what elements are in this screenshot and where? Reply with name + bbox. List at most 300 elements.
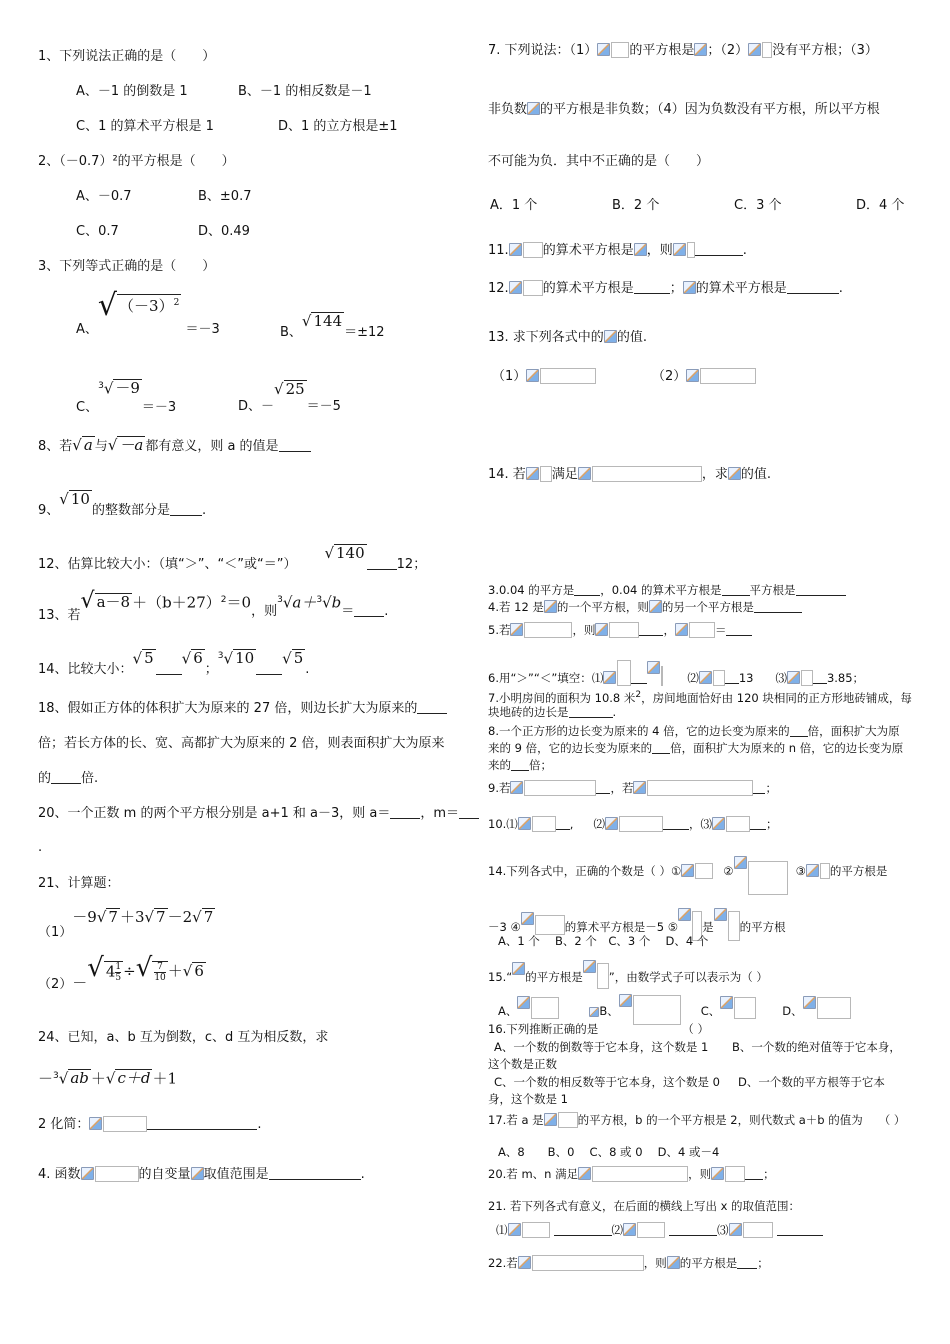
q1-option-a: A、－1 的倒数是 1 bbox=[76, 84, 188, 99]
q20-m: ，m＝ bbox=[420, 806, 460, 821]
r11-2: 的算术平方根是 bbox=[542, 243, 634, 258]
s7-line2: 块地砖的边长是 . bbox=[488, 705, 617, 719]
formula-image-icon bbox=[634, 243, 647, 256]
formula-image-icon bbox=[544, 600, 557, 613]
formula-image-icon bbox=[605, 817, 618, 830]
q14-blank-2[interactable] bbox=[256, 674, 282, 675]
s6-n1: ⑴ bbox=[591, 671, 604, 685]
formula-image-icon bbox=[526, 369, 539, 382]
q9-answer-blank[interactable] bbox=[170, 515, 202, 516]
s5 bbox=[488, 622, 752, 638]
s6-v3: 3.85； bbox=[826, 671, 865, 685]
q3c-label: C、 bbox=[76, 400, 99, 416]
formula-image-icon bbox=[510, 781, 523, 794]
q14-sep: ； bbox=[204, 662, 218, 678]
r12-4: 的算术平方根是 bbox=[695, 281, 787, 296]
formula-box bbox=[726, 816, 750, 832]
q20-blank-m[interactable] bbox=[459, 818, 479, 819]
formula-image-icon bbox=[512, 962, 525, 975]
s3-blank-1[interactable] bbox=[574, 595, 600, 596]
s16-option-a: A、一个数的倒数等于它本身，这个数是 1 bbox=[494, 1040, 709, 1054]
r13-1-label: （1） bbox=[492, 369, 527, 384]
q13: 13、若√ $a-8 +(b+27)^2=0$，则$^3$√a＋$^3$√b＝ . bbox=[38, 588, 389, 624]
q3d-label: D、－ bbox=[238, 399, 275, 414]
s8-line2 bbox=[488, 741, 903, 755]
q21-2-f2d: 10 bbox=[154, 972, 166, 983]
formula-box bbox=[817, 997, 851, 1019]
q14-blank-1[interactable] bbox=[156, 674, 182, 675]
s6-n2: ⑵ bbox=[687, 671, 699, 685]
formula-box bbox=[609, 622, 639, 638]
q13-mid: ＋（b＋27） bbox=[132, 593, 221, 612]
s17-2: 的平方根，b 的一个平方根是 2，则代数式 a＋b 的值为 bbox=[577, 1113, 863, 1127]
formula-box bbox=[535, 915, 565, 935]
formula-box bbox=[748, 861, 788, 895]
q18c: 的 bbox=[38, 771, 52, 786]
s8-1: 8.一个正方形的边长变为原来的 4 倍，它的边长变为原来的 bbox=[488, 724, 790, 738]
s20-blank[interactable] bbox=[745, 1179, 763, 1180]
q21-2-label: （2） bbox=[38, 977, 73, 992]
formula-image-icon bbox=[667, 1256, 680, 1269]
q24-stem: 24、已知，a、b 互为倒数，c、d 互为相反数，求 bbox=[38, 1030, 329, 1045]
s16-option-c: C、一个数的相反数等于它本身，这个数是 0 bbox=[494, 1075, 720, 1089]
q1-option-d: D、1 的立方根是±1 bbox=[278, 119, 398, 134]
q8-rad1: a bbox=[83, 436, 93, 454]
q2-simplify: 2 化简： . bbox=[38, 1117, 262, 1132]
formula-image-icon bbox=[191, 1167, 204, 1180]
r13-post: 的值. bbox=[616, 330, 647, 345]
r7b-1: 非负数 bbox=[488, 102, 528, 117]
q12-stem: 12、估算比较大小：（填“＞”、“＜”或“＝”） bbox=[38, 557, 297, 572]
q3-stem: 3、下列等式正确的是（ ） bbox=[38, 259, 216, 274]
s8-blank-3[interactable] bbox=[511, 770, 529, 771]
s22-3: 的平方根是 bbox=[679, 1256, 738, 1270]
formula-box bbox=[689, 622, 715, 638]
formula-image-icon bbox=[518, 1256, 531, 1269]
q21-2-plus: ＋ bbox=[167, 962, 183, 980]
formula-image-icon bbox=[734, 856, 747, 869]
formula-box bbox=[725, 1166, 745, 1182]
q3b-label: B、 bbox=[280, 325, 302, 340]
q12-answer-blank[interactable] bbox=[367, 569, 397, 570]
q8-post: 都有意义，则 a 的值是 bbox=[145, 439, 279, 454]
s9 bbox=[488, 780, 777, 796]
s8-line1 bbox=[488, 724, 900, 738]
q3a-result: ＝－3 bbox=[185, 322, 220, 337]
q12-radicand: 140 bbox=[336, 544, 365, 562]
s21-blank-1[interactable] bbox=[554, 1235, 612, 1236]
s8-line3 bbox=[488, 758, 552, 772]
s5-4: ＝ bbox=[714, 623, 727, 637]
formula-image-icon bbox=[526, 467, 539, 480]
s20 bbox=[488, 1166, 775, 1182]
q21-2-div: ÷ bbox=[123, 962, 136, 980]
q8-pre: 8、若 bbox=[38, 439, 73, 454]
q21-1-r3: 7 bbox=[203, 908, 214, 926]
q9-radicand: 10 bbox=[70, 490, 90, 508]
q4-blank[interactable] bbox=[269, 1179, 361, 1180]
formula-image-icon bbox=[578, 1167, 591, 1180]
formula-image-icon bbox=[806, 864, 819, 877]
q24-ab: ab bbox=[70, 1069, 89, 1088]
r13-2 bbox=[652, 368, 756, 385]
formula-image-icon bbox=[699, 671, 712, 684]
formula-image-icon bbox=[711, 1167, 724, 1180]
q2-option-d: D、0.49 bbox=[198, 224, 250, 239]
s22-4: ； bbox=[757, 1256, 769, 1270]
s21-blank-3[interactable] bbox=[777, 1235, 823, 1236]
q21-2-int: 4 bbox=[105, 962, 116, 980]
formula-box bbox=[95, 1166, 139, 1182]
s7-blank[interactable] bbox=[569, 717, 613, 718]
s22 bbox=[488, 1255, 769, 1271]
s15 bbox=[488, 960, 768, 989]
s21-blank-2[interactable] bbox=[669, 1235, 717, 1236]
s10: 10.⑴ , ⑵ ，⑶ ； bbox=[488, 817, 778, 831]
formula-image-icon bbox=[623, 1223, 636, 1236]
q13-pre: 13、若 bbox=[38, 608, 81, 624]
q1-option-b: B、－1 的相反数是－1 bbox=[238, 84, 372, 99]
formula-image-icon bbox=[712, 817, 725, 830]
q18-blank-1[interactable] bbox=[417, 713, 447, 714]
s16-1: 16.下列推断正确的是 bbox=[488, 1022, 599, 1036]
r14-2: 满足 bbox=[551, 467, 578, 482]
formula-box bbox=[695, 863, 713, 879]
s5-3: ， bbox=[663, 623, 675, 637]
q1-option-c: C、1 的算术平方根是 1 bbox=[76, 119, 214, 134]
q14-rad1: 5 bbox=[144, 649, 154, 668]
r14-1: 14. 若 bbox=[488, 467, 526, 482]
s8-blank-2[interactable] bbox=[652, 753, 670, 754]
s8-2: 倍，面积扩大为原 bbox=[807, 724, 900, 738]
s14-4: 的平方根是 bbox=[829, 864, 888, 878]
s16-option-d2: 身，这个数是 1 bbox=[488, 1092, 568, 1106]
s6-n3: ⑶ bbox=[775, 671, 787, 685]
q8-mid: 与 bbox=[94, 439, 108, 454]
s15-b: B、 bbox=[599, 1004, 619, 1018]
formula-box bbox=[637, 1222, 665, 1238]
formula-image-icon bbox=[578, 467, 591, 480]
formula-box bbox=[661, 666, 663, 686]
formula-image-icon bbox=[595, 623, 608, 636]
r14-3: ，求 bbox=[701, 467, 728, 482]
formula-box bbox=[540, 466, 552, 482]
formula-box bbox=[532, 816, 556, 832]
formula-image-icon bbox=[597, 43, 610, 56]
r7-line3: 不可能为负．其中不正确的是（ ） bbox=[488, 154, 710, 169]
formula-box bbox=[592, 1166, 688, 1182]
s6-blank-1[interactable] bbox=[631, 683, 647, 684]
q9: 9、√ 10的整数部分是 . bbox=[38, 490, 207, 518]
q24-expr: －$^3$√ ab ＋√ c＋d ＋1 bbox=[38, 1069, 177, 1088]
q3-option-b: B、√ 144＝±12 bbox=[280, 312, 385, 340]
formula-image-icon bbox=[518, 817, 531, 830]
formula-image-icon bbox=[728, 467, 741, 480]
q8-rad2: －a bbox=[119, 436, 144, 454]
formula-image-icon bbox=[714, 908, 727, 921]
formula-image-icon bbox=[681, 864, 694, 877]
r14 bbox=[488, 466, 771, 483]
q14-rad3: 10 bbox=[235, 649, 255, 668]
q21-2-r6: 6 bbox=[194, 962, 204, 980]
s10-1: 10. bbox=[488, 817, 507, 831]
s3-blank-3[interactable] bbox=[796, 595, 846, 596]
formula-image-icon bbox=[508, 1223, 521, 1236]
r7-line1 bbox=[488, 42, 878, 59]
q3b-result: ＝±12 bbox=[344, 325, 385, 340]
s7-2: ，房间地面恰好由 120 块相同的正方形地砖铺成，每 bbox=[641, 690, 912, 705]
s8-6: 倍； bbox=[529, 758, 552, 772]
s5-blank-2[interactable] bbox=[726, 635, 752, 636]
formula-box bbox=[647, 780, 753, 796]
s8-3: 来的 9 倍，它的边长变为原来的 bbox=[488, 741, 653, 755]
s10-blank-3[interactable] bbox=[750, 829, 766, 830]
formula-box bbox=[558, 1112, 578, 1128]
q24-cd: c＋d bbox=[117, 1069, 151, 1088]
q3a-radicand bbox=[117, 294, 181, 314]
s4-2: 的一个平方根，则 bbox=[556, 600, 649, 614]
formula-box bbox=[734, 997, 756, 1019]
s15-c: C、 bbox=[700, 1004, 721, 1018]
s17-paren: （ ） bbox=[878, 1113, 906, 1127]
s6-blank-3[interactable] bbox=[813, 683, 827, 684]
q13-b: b bbox=[331, 593, 342, 612]
r12-2: 的算术平方根是 bbox=[542, 281, 634, 296]
q21-1: （1）－9√ 7 ＋3√ 7 －2√ 7 bbox=[38, 908, 214, 940]
s14-8: 的平方根 bbox=[739, 920, 786, 934]
formula-image-icon bbox=[517, 996, 530, 1009]
formula-box bbox=[592, 466, 702, 482]
q14-rad2: 6 bbox=[193, 649, 203, 668]
q3c-result: ＝－3 bbox=[141, 400, 177, 416]
formula-image-icon bbox=[527, 102, 540, 115]
q3a-exp: 2 bbox=[173, 298, 180, 308]
s8-blank-1[interactable] bbox=[790, 736, 808, 737]
s15-1: 15.“ bbox=[488, 970, 513, 984]
formula-image-icon bbox=[683, 281, 696, 294]
s17-1: 17.若 a 是 bbox=[488, 1113, 544, 1127]
formula-image-icon bbox=[675, 623, 688, 636]
q4-function: 4. 函数 的自变量 取值范围是 . bbox=[38, 1167, 365, 1182]
q13-expr: a＋ bbox=[292, 593, 317, 612]
s14-1: 14.下列各式中，正确的个数是（ ）① bbox=[488, 864, 682, 878]
formula-image-icon bbox=[81, 1167, 94, 1180]
q2s-blank[interactable] bbox=[147, 1129, 257, 1130]
r12-blank-2[interactable] bbox=[787, 293, 839, 294]
q24-minus: － bbox=[38, 1069, 54, 1088]
q24-post: ＋1 bbox=[152, 1069, 177, 1088]
q4-mid: 的自变量 bbox=[138, 1167, 191, 1182]
formula-image-icon bbox=[544, 1113, 557, 1126]
s10-n2: ⑵ bbox=[593, 817, 605, 831]
q9-post: 的整数部分是 bbox=[91, 503, 170, 518]
r13-stem-text: 13. 求下列各式中的 bbox=[488, 330, 604, 345]
s3-1: 3.0.04 的平方是 bbox=[488, 583, 575, 597]
formula-box bbox=[611, 42, 629, 58]
s3-3: 平方根是 bbox=[749, 583, 796, 597]
r12-blank-1[interactable] bbox=[634, 293, 670, 294]
q3c-index: 3 bbox=[98, 381, 104, 391]
formula-image-icon bbox=[521, 912, 534, 925]
r11-blank[interactable] bbox=[695, 255, 743, 256]
q8-answer-blank[interactable] bbox=[279, 451, 311, 452]
q21-2-f1n: 1 bbox=[115, 961, 122, 972]
formula-image-icon bbox=[647, 661, 660, 674]
formula-box bbox=[524, 780, 596, 796]
formula-image-icon bbox=[89, 1117, 102, 1130]
q14-pre: 14、比较大小： bbox=[38, 662, 133, 678]
formula-box bbox=[522, 1222, 550, 1238]
s10-n1: ⑴ bbox=[506, 817, 518, 831]
s3-2: ，0.04 的算术平方根是 bbox=[600, 583, 722, 597]
q14: 14、比较大小：√ 5 √ 6；$^3$√ 10 √ 5. bbox=[38, 649, 310, 678]
s20-2: ，则 bbox=[688, 1167, 712, 1181]
s4-blank[interactable] bbox=[754, 612, 802, 613]
s7-3: 块地砖的边长是 bbox=[488, 705, 569, 719]
q2-option-a: A、－0.7 bbox=[76, 189, 132, 204]
q18a: 18、假如正方体的体积扩大为原来的 27 倍，则边长扩大为原来的 bbox=[38, 701, 418, 716]
r7-option-c: C．3 个 bbox=[734, 198, 782, 213]
s8-4: 倍，面积扩大为原来的 n 倍，它的边长变为原 bbox=[670, 741, 904, 755]
s21-n3: ⑶ bbox=[717, 1223, 729, 1237]
q2-option-b: B、±0.7 bbox=[198, 189, 252, 204]
q3c-radicand: －9 bbox=[115, 379, 140, 398]
r7-option-b: B．2 个 bbox=[612, 198, 660, 213]
q21-2-minus: － bbox=[72, 974, 88, 992]
s14-line1 bbox=[488, 856, 887, 895]
q3a-label: A、 bbox=[76, 322, 98, 337]
formula-image-icon bbox=[803, 996, 816, 1009]
q21-1-r2: 7 bbox=[156, 908, 166, 926]
s9-3: ； bbox=[765, 781, 777, 795]
s14-options: A、1 个 B、2 个 C、3 个 D、4 个 bbox=[498, 934, 709, 948]
s9-2: ，若 bbox=[610, 781, 634, 795]
formula-box bbox=[531, 997, 559, 1019]
s5-blank-1[interactable] bbox=[639, 635, 663, 636]
q13-then: ，则 bbox=[251, 604, 278, 620]
q21-1-t2: ＋3 bbox=[119, 908, 145, 926]
formula-image-icon bbox=[729, 1223, 742, 1236]
r7a-4: 没有平方根；（3） bbox=[772, 43, 878, 58]
q21-1-t3: －2 bbox=[167, 908, 193, 926]
formula-image-icon bbox=[678, 908, 691, 921]
s7-exp: 2 bbox=[635, 690, 642, 700]
q18-line2: 倍；若长方体的长、宽、高都扩大为原来的 2 倍，则表面积扩大为原来 bbox=[38, 736, 445, 751]
formula-box bbox=[597, 963, 609, 989]
q9-pre: 9、 bbox=[38, 503, 60, 518]
s10-blank-2[interactable] bbox=[663, 829, 689, 830]
q20-period: . bbox=[38, 840, 43, 855]
s5-1: 5.若 bbox=[488, 623, 511, 637]
r13-stem bbox=[488, 330, 647, 346]
s4-1: 4.若 12 是 bbox=[488, 600, 544, 614]
s4-3: 的另一个平方根是 bbox=[661, 600, 754, 614]
r11-1: 11. bbox=[488, 243, 509, 258]
q20-blank-a[interactable] bbox=[390, 818, 420, 819]
formula-image-icon bbox=[510, 623, 523, 636]
q2-option-c: C、0.7 bbox=[76, 224, 119, 239]
q21-2-f1d: 5 bbox=[115, 972, 122, 983]
s15-3: ”，由数学式子可以表示为（ ） bbox=[608, 970, 768, 984]
s15-options bbox=[498, 994, 851, 1025]
s22-blank[interactable] bbox=[737, 1268, 757, 1269]
formula-box bbox=[713, 670, 725, 686]
s20-1: 20.若 m、n 满足 bbox=[488, 1167, 579, 1181]
s14-2: ② bbox=[723, 864, 734, 878]
q21-2-frac bbox=[152, 961, 167, 983]
formula-box bbox=[619, 816, 663, 832]
formula-box bbox=[633, 995, 681, 1025]
formula-box bbox=[103, 1116, 147, 1132]
q21-1-r1: 7 bbox=[108, 908, 118, 926]
q13-post: ＝ bbox=[341, 604, 355, 620]
q18-blank-2[interactable] bbox=[51, 783, 81, 784]
formula-image-icon bbox=[509, 243, 522, 256]
s6-blank-2[interactable] bbox=[725, 683, 739, 684]
formula-box bbox=[532, 1255, 644, 1271]
s5-2: ，则 bbox=[572, 623, 596, 637]
q14-rad4: 5 bbox=[293, 649, 304, 668]
q13-answer-blank[interactable] bbox=[354, 616, 384, 617]
r13-1 bbox=[492, 368, 596, 385]
q12: 12、估算比较大小：（填“＞”、“＜”或“＝”）√ 14012； bbox=[38, 544, 427, 572]
s3-blank-2[interactable] bbox=[722, 595, 750, 596]
s7-1: 7.小明房间的面积为 10.8 米 bbox=[488, 690, 636, 705]
formula-box bbox=[523, 280, 543, 296]
formula-image-icon bbox=[720, 996, 733, 1009]
r13-2-label: （2） bbox=[652, 369, 687, 384]
s3 bbox=[488, 583, 846, 597]
s8-5: 来的 bbox=[488, 758, 511, 772]
s14-7: 是 bbox=[702, 920, 714, 934]
r7b-2: 的平方根是非负数；（4）因为负数没有平方根，所以平方根 bbox=[540, 102, 880, 117]
q3d-result: ＝－5 bbox=[306, 399, 341, 414]
q20 bbox=[38, 806, 479, 822]
q21-1-t1: －9 bbox=[72, 908, 97, 926]
q18c-post: 倍. bbox=[81, 771, 99, 786]
s9-blank-1[interactable] bbox=[596, 793, 610, 794]
formula-box bbox=[820, 863, 830, 879]
formula-box bbox=[687, 242, 695, 258]
s17 bbox=[488, 1112, 905, 1128]
q18-line3 bbox=[38, 771, 98, 787]
formula-image-icon bbox=[603, 671, 616, 684]
s20-3: ； bbox=[763, 1167, 775, 1181]
formula-box bbox=[700, 368, 756, 384]
r7a-1: 7. 下列说法：（1） bbox=[488, 43, 598, 58]
formula-box bbox=[743, 1222, 773, 1238]
formula-image-icon bbox=[748, 43, 761, 56]
s16-option-d: D、一个数的平方根等于它本 bbox=[738, 1075, 885, 1089]
r7-line2 bbox=[488, 102, 880, 118]
s21-n1: ⑴ bbox=[496, 1223, 508, 1237]
formula-image-icon bbox=[686, 369, 699, 382]
q3d-radicand: 25 bbox=[285, 380, 305, 398]
r12-3: ； bbox=[669, 281, 683, 296]
s10-blank-1[interactable] bbox=[556, 829, 570, 830]
r11-3: ，则 bbox=[646, 243, 673, 258]
s9-blank-2[interactable] bbox=[753, 793, 765, 794]
r14-4: 的值. bbox=[740, 467, 771, 482]
s14-3: ③ bbox=[795, 864, 806, 878]
formula-image-icon bbox=[633, 781, 646, 794]
q18-line1 bbox=[38, 701, 447, 717]
formula-box bbox=[540, 368, 596, 384]
s4 bbox=[488, 600, 802, 614]
formula-box bbox=[801, 670, 813, 686]
formula-box bbox=[524, 622, 572, 638]
s14-5: －3 ④ bbox=[488, 920, 521, 934]
